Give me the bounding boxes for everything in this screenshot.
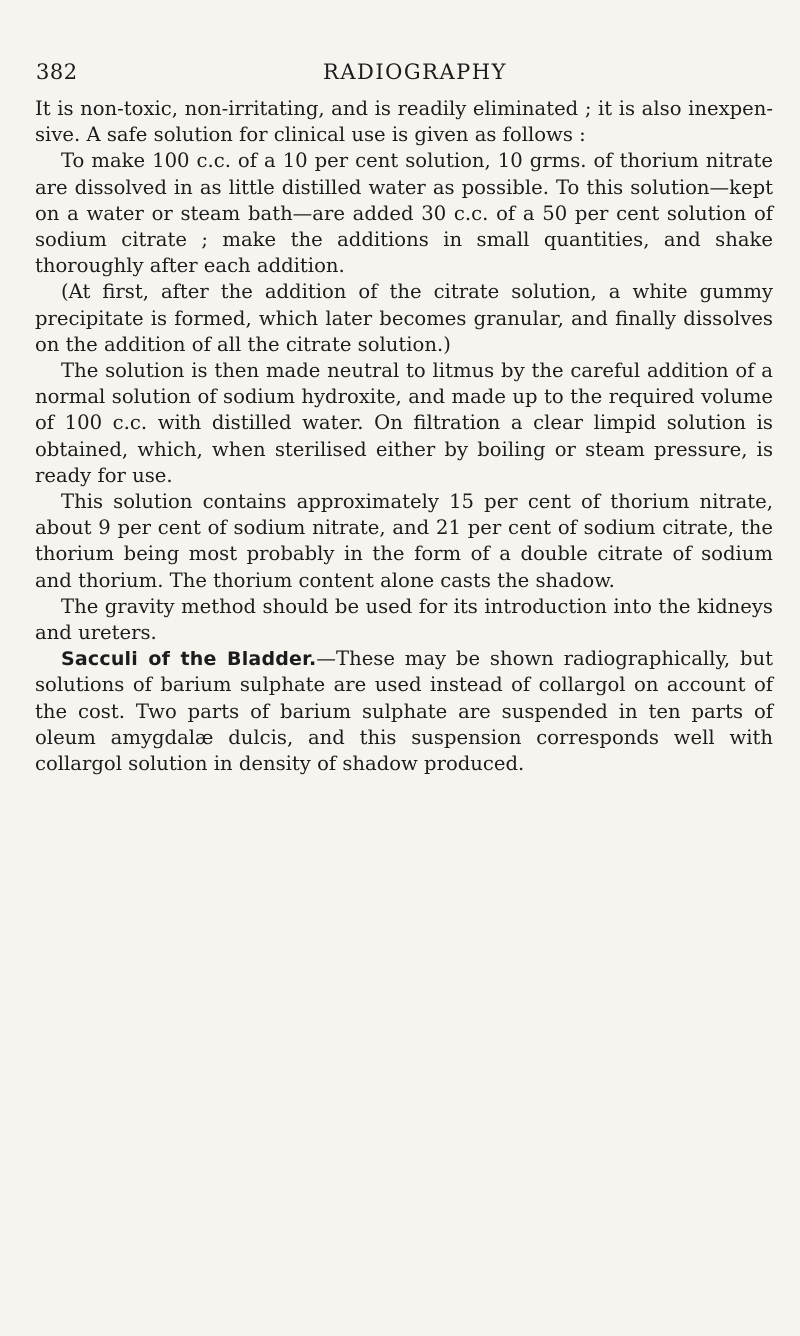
page-number: 382	[36, 60, 78, 84]
paragraph-neutralisation: The solution is then made neutral to litmus by the careful addition of a normal solution of sodium hydroxite, and made up to the required volume of 100 c.c. with distilled water. On filtration a clear limpid solution is obtained, which, when sterilised either by boiling or steam pressure, is ready for use.	[35, 359, 773, 487]
section-text: —These may be shown radiographically, but solutions of barium sulphate are used instead of collargol on account of the cost. Two parts of barium sulphate are suspended in ten parts of oleum amygdalæ dulcis, and this suspension corresponds well with collargol solution in density of shadow produced.	[35, 647, 774, 776]
paragraph-preparation: To make 100 c.c. of a 10 per cent solution, 10 grms. of thorium nitrate are dissolved in as little distilled water as possible. To this solution—kept on a water or steam bath—are added 30 c.c. of a 50 per cent solution of sodium citrate ; make the additions in small quantities, and shake thoroughly after each addition.	[35, 149, 773, 278]
section-heading: Sacculi of the Bladder.	[61, 648, 317, 671]
running-title: RADIOGRAPHY	[323, 60, 507, 84]
body-text	[35, 96, 773, 777]
paragraph-toxicity: It is non-toxic, non-irritating, and is readily eliminated ; it is also inexpen-sive. A safe solution for clinical use is given as follows :	[35, 97, 773, 147]
paragraph-gravity-method: The gravity method should be used for its introduction into the kidneys and ureters.	[35, 594, 773, 645]
paragraph-precipitate-note: (At first, after the addition of the citrate solution, a white gummy precipitate is formed, which later becomes granular, and finally dissolves on the addition of all the citrate solution.)	[35, 280, 773, 356]
paragraph-sacculi	[35, 646, 773, 777]
paragraph-composition: This solution contains approximately 15 per cent of thorium nitrate, about 9 per cent of sodium nitrate, and 21 per cent of sodium citrate, the thorium being most probably in the form of a double citrate of sodium and thorium. The thorium content alone casts the shadow.	[35, 490, 773, 592]
running-head	[36, 60, 764, 90]
